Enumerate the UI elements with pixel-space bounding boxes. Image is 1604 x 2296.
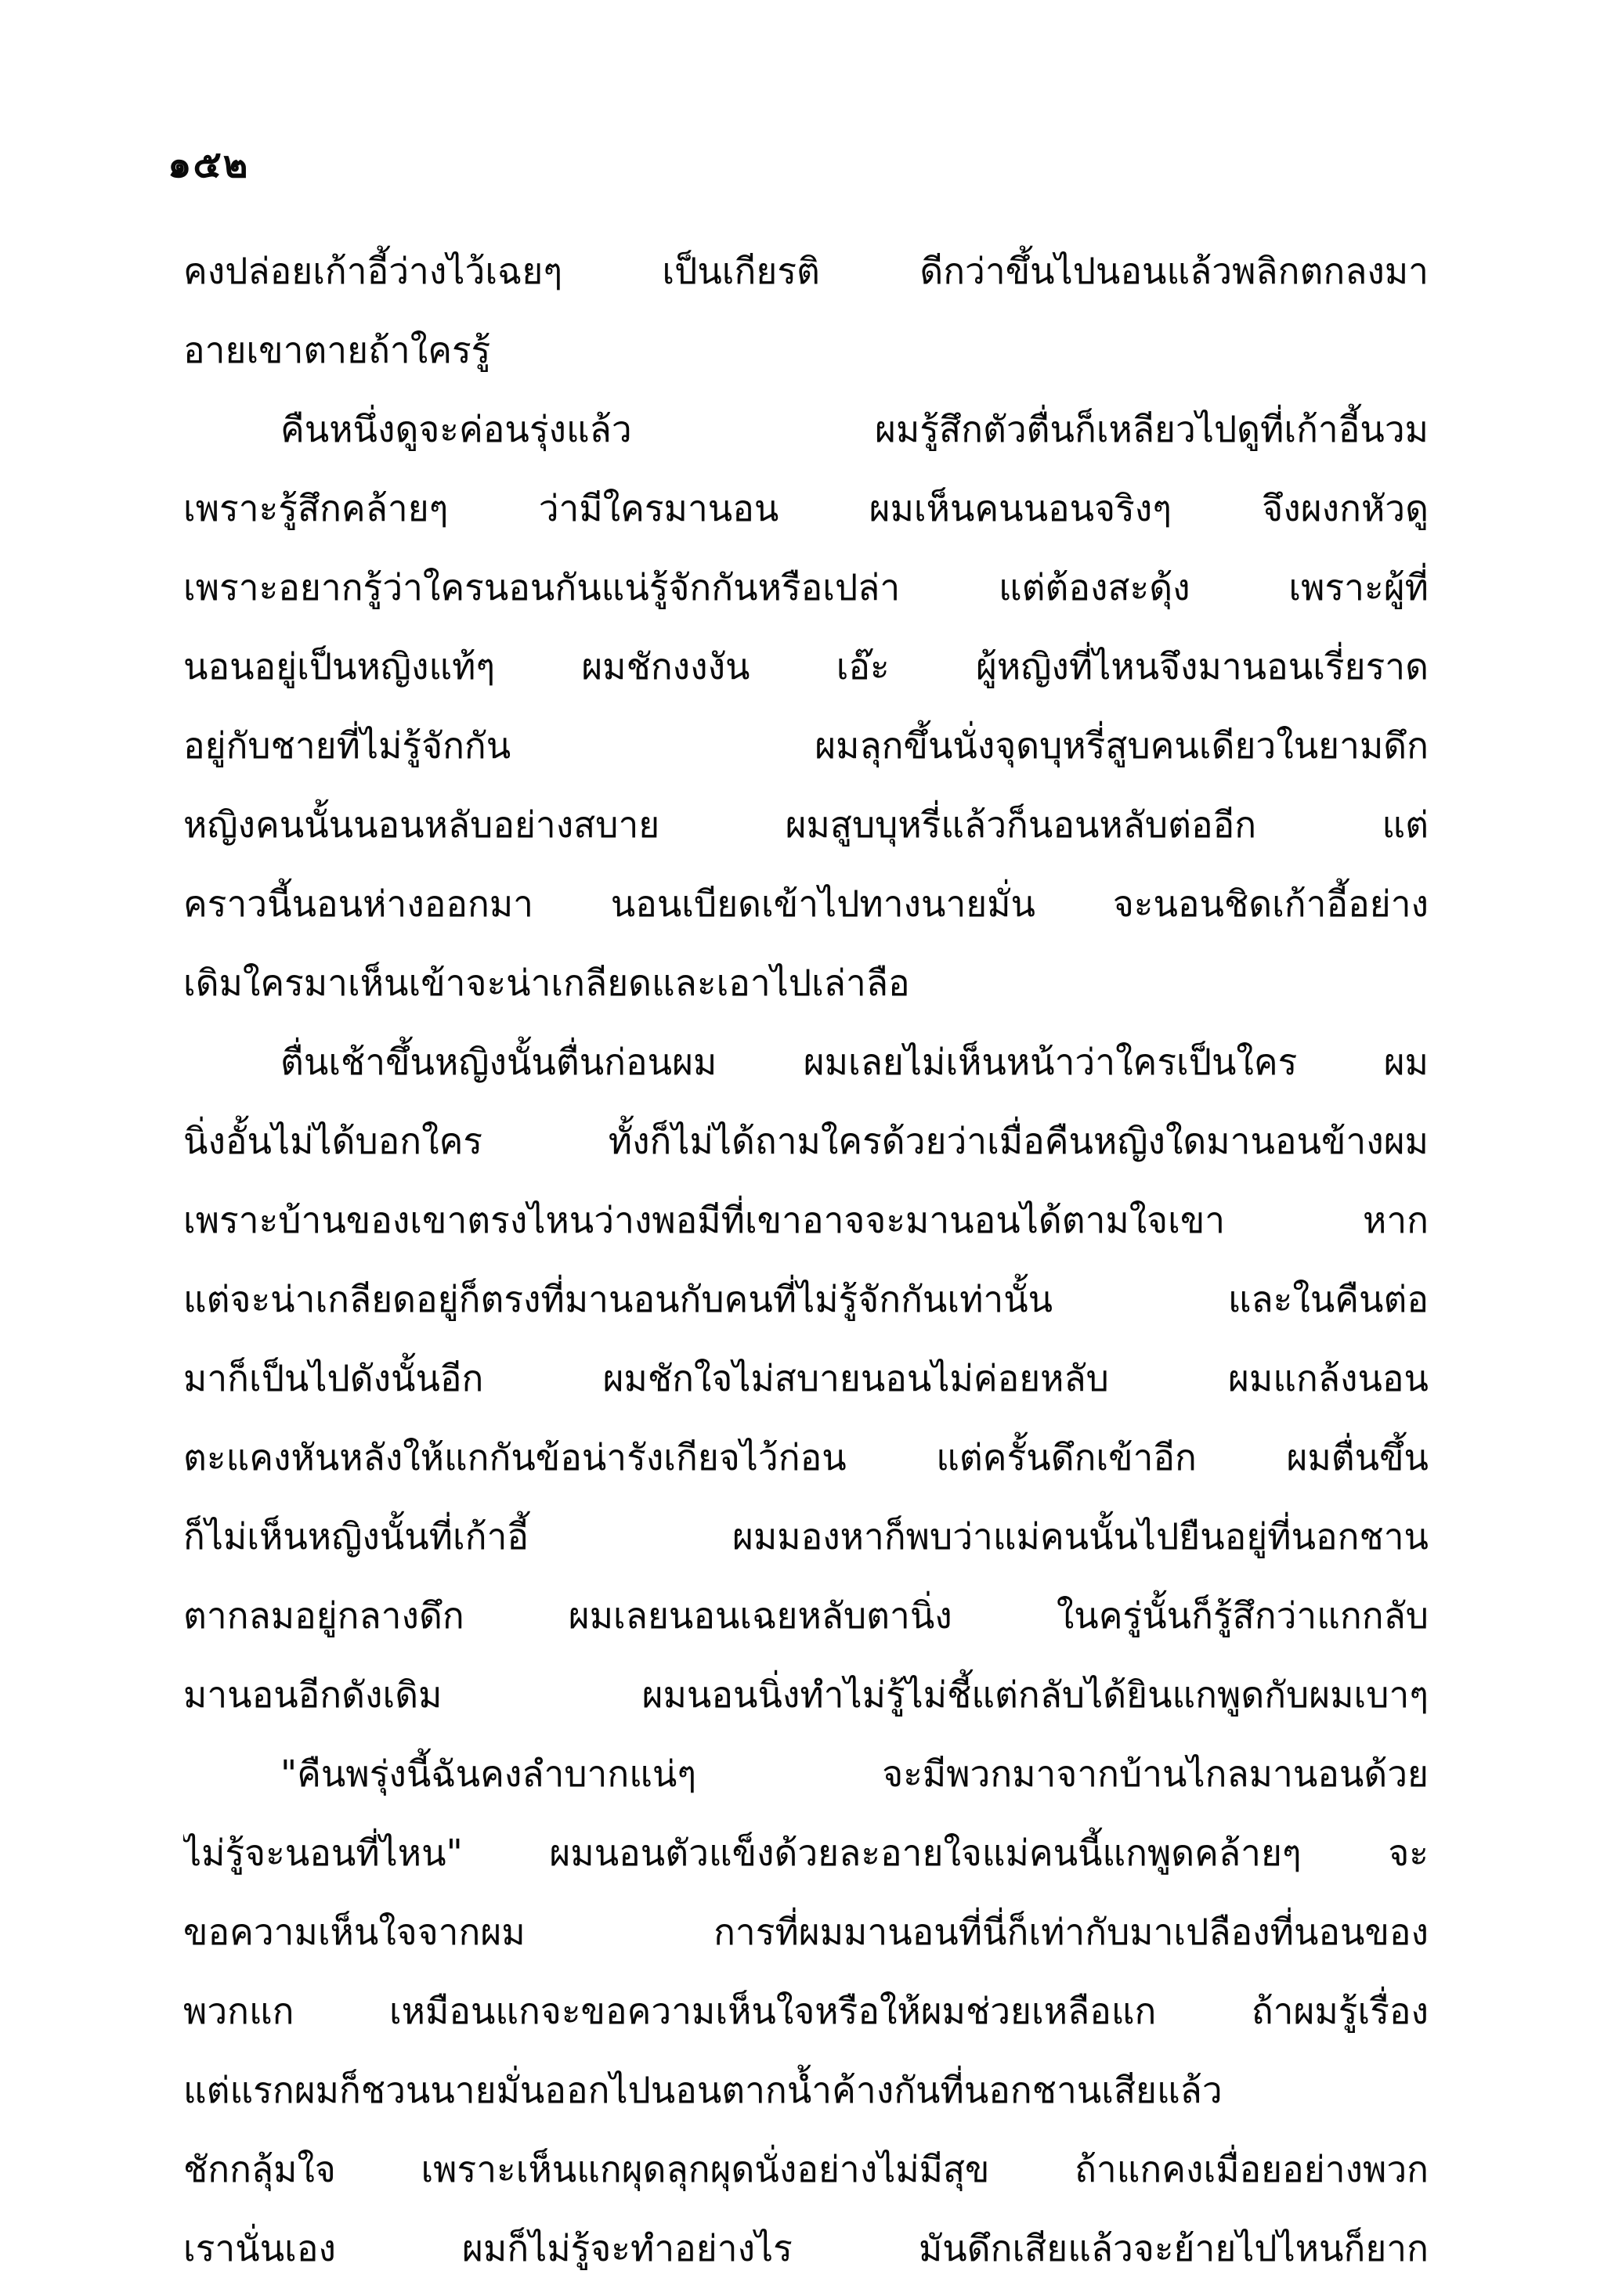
text-line: หญิงคนนั้นนอนหลับอย่างสบาย ผมสูบบุหรี่แล้วก็นอนหลับต่ออีก แต่ [183,803,1429,846]
text-line: ไม่รู้จะนอนที่ไหน" ผมนอนตัวแข็งด้วยละอายใจแม่คนนี้แกพูดคล้ายๆ จะ [183,1832,1429,1874]
text-line: ชักกลุ้มใจ เพราะเห็นแกผุดลุกผุดนั่งอย่างไม่มีสุข ถ้าแกคงเมื่อยอย่างพวก [183,2148,1429,2190]
text-line: มาก็เป็นไปดังนั้นอีก ผมชักใจไม่สบายนอนไม่ค่อยหลับ ผมแกล้งนอน [183,1357,1429,1399]
text-line: อายเขาตายถ้าใครรู้ [183,329,491,371]
text-line: แต่แรกผมก็ชวนนายมั่นออกไปนอนตากน้ำค้างกันที่นอกชานเสียแล้ว [183,2069,1223,2111]
text-line: คงปล่อยเก้าอี้ว่างไว้เฉยๆ เป็นเกียรติ ดีกว่าขึ้นไปนอนแล้วพลิกตกลงมา [183,250,1429,292]
text-line: อยู่กับชายที่ไม่รู้จักกัน ผมลุกขึ้นนั่งจุดบุหรี่สูบคนเดียวในยามดึก [183,724,1429,767]
text-line: เพราะรู้สึกคล้ายๆ ว่ามีใครมานอน ผมเห็นคนนอนจริงๆ จึงผงกหัวดู [183,487,1429,529]
text-line: ตะแคงหันหลังให้แกกันข้อน่ารังเกียจไว้ก่อน แต่ครั้นดึกเข้าอีก ผมตื่นขึ้น [183,1436,1429,1478]
text-line: นอนอยู่เป็นหญิงแท้ๆ ผมชักงงงัน เอ๊ะ ผู้หญิงที่ไหนจึงมานอนเรี่ยราด [183,645,1429,688]
text-line: นิ่งอั้นไม่ได้บอกใคร ทั้งก็ไม่ได้ถามใครด้วยว่าเมื่อคืนหญิงใดมานอนข้างผม [183,1120,1429,1162]
body-text [183,232,1429,2288]
text-line: คืนหนึ่งดูจะค่อนรุ่งแล้ว ผมรู้สึกตัวตื่นก็เหลียวไปดูที่เก้าอี้นวม [280,408,1429,450]
text-line: มานอนอีกดังเดิม ผมนอนนิ่งทำไม่รู้ไม่ชี้แต่กลับได้ยินแกพูดกับผมเบาๆ [183,1673,1429,1716]
text-line: พวกแก เหมือนแกจะขอความเห็นใจหรือให้ผมช่วยเหลือแก ถ้าผมรู้เรื่อง [183,1990,1429,2032]
text-line: ขอความเห็นใจจากผม การที่ผมมานอนที่นี่ก็เท่ากับมาเปลืองที่นอนของ [183,1911,1429,1953]
text-line: แต่จะน่าเกลียดอยู่ก็ตรงที่มานอนกับคนที่ไม่รู้จักกันเท่านั้น และในคืนต่อ [183,1278,1429,1320]
text-line: "คืนพรุ่งนี้ฉันคงลำบากแน่ๆ จะมีพวกมาจากบ้านไกลมานอนด้วย [280,1753,1429,1795]
text-line: ตื่นเช้าขึ้นหญิงนั้นตื่นก่อนผม ผมเลยไม่เห็นหน้าว่าใครเป็นใคร ผม [280,1041,1429,1083]
text-line: เพราะอยากรู้ว่าใครนอนกันแน่รู้จักกันหรือเปล่า แต่ต้องสะดุ้ง เพราะผู้ที่ [183,566,1429,608]
text-line: เดิมใครมาเห็นเข้าจะน่าเกลียดและเอาไปเล่าลือ [183,962,910,1004]
text-line: เรานั่นเอง ผมก็ไม่รู้จะทำอย่างไร มันดึกเสียแล้วจะย้ายไปไหนก็ยาก [183,2227,1429,2269]
text-line: ตากลมอยู่กลางดึก ผมเลยนอนเฉยหลับตานิ่ง ในครู่นั้นก็รู้สึกว่าแกกลับ [183,1594,1429,1637]
page-number: ๑๕๒ [168,143,250,186]
text-line: ก็ไม่เห็นหญิงนั้นที่เก้าอี้ ผมมองหาก็พบว่าแม่คนนั้นไปยืนอยู่ที่นอกชาน [183,1515,1429,1558]
text-line: เพราะบ้านของเขาตรงไหนว่างพอมีที่เขาอาจจะมานอนได้ตามใจเขา หาก [183,1199,1429,1241]
text-line: คราวนี้นอนห่างออกมา นอนเบียดเข้าไปทางนายมั่น จะนอนชิดเก้าอี้อย่าง [183,883,1429,925]
